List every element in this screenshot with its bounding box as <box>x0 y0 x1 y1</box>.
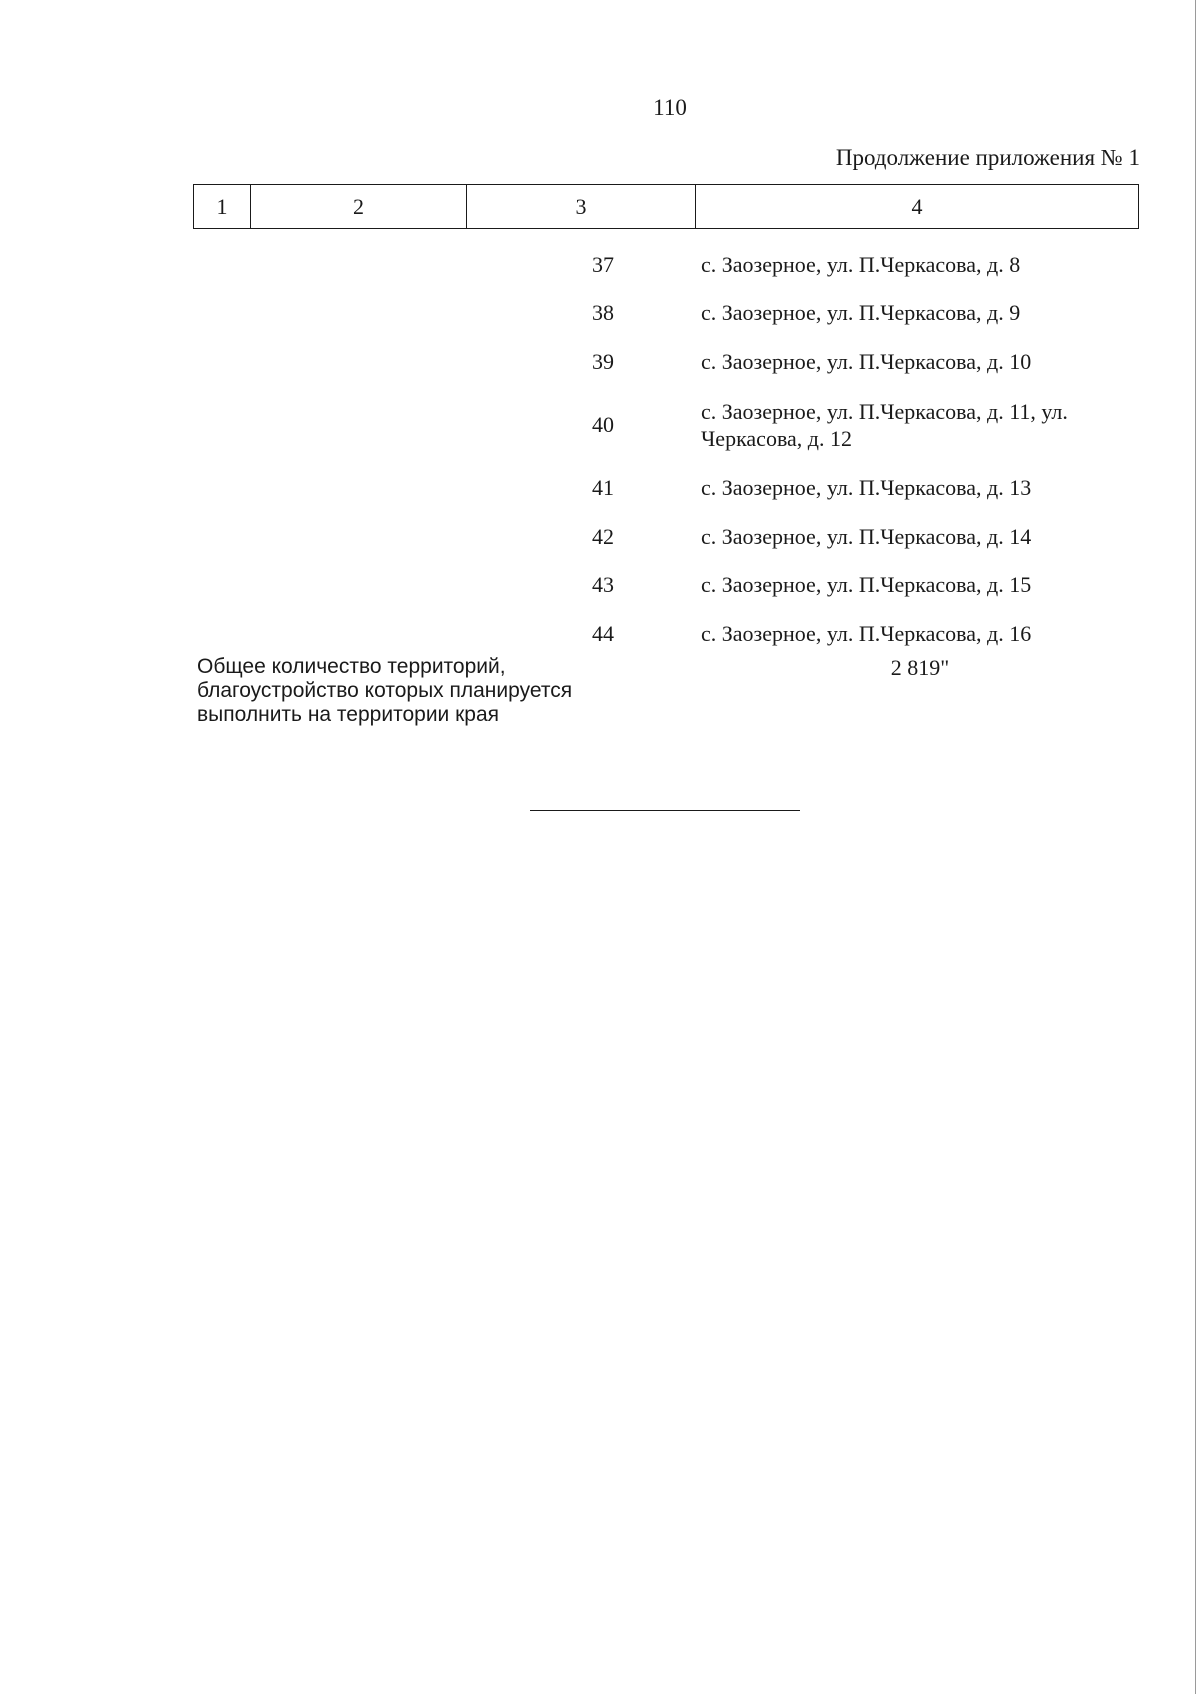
row-number: 43 <box>592 572 614 598</box>
row-address: с. Заозерное, ул. П.Черкасова, д. 9 <box>701 300 1021 326</box>
table-header <box>193 184 1139 229</box>
row-address: с. Заозерное, ул. П.Черкасова, д. 13 <box>701 475 1032 501</box>
row-address: с. Заозерное, ул. П.Черкасова, д. 16 <box>701 620 1032 646</box>
table-row <box>193 337 1139 386</box>
header-col-1: 1 <box>194 185 251 228</box>
page-number: 110 <box>653 95 687 120</box>
end-rule-divider <box>530 810 800 811</box>
row-number: 39 <box>592 348 614 374</box>
row-number: 40 <box>592 412 614 437</box>
scan-edge-line <box>1195 0 1196 1694</box>
row-address: с. Заозерное, ул. П.Черкасова, д. 14 <box>701 523 1032 549</box>
continuation-label: Продолжение приложения № 1 <box>835 145 1140 170</box>
total-label: Общее количество территорий, благоустройство которых планируется выполнить на территории края <box>197 655 573 726</box>
table-row <box>193 609 1139 658</box>
table-body <box>193 240 1139 658</box>
table-row <box>193 464 1139 513</box>
row-number: 42 <box>592 523 614 549</box>
row-number: 44 <box>592 620 614 646</box>
table-row <box>193 386 1139 464</box>
row-address: с. Заозерное, ул. П.Черкасова, д. 10 <box>701 348 1032 374</box>
row-address: с. Заозерное, ул. П.Черкасова, д. 15 <box>701 572 1032 598</box>
header-col-3: 3 <box>467 185 696 228</box>
row-address: с. Заозерное, ул. П.Черкасова, д. 8 <box>701 251 1021 277</box>
table-row <box>193 561 1139 610</box>
table-row <box>193 512 1139 561</box>
row-number: 41 <box>592 475 614 501</box>
header-col-4: 4 <box>911 193 923 219</box>
total-value: 2 819" <box>890 655 950 680</box>
header-col-2: 2 <box>251 185 467 228</box>
row-number: 37 <box>592 251 614 277</box>
row-number: 38 <box>592 300 614 326</box>
table-row <box>193 240 1139 289</box>
table-row <box>193 289 1139 338</box>
row-address: с. Заозерное, ул. П.Черкасова, д. 11, ул. Черкасова, д. 12 <box>701 398 1068 451</box>
